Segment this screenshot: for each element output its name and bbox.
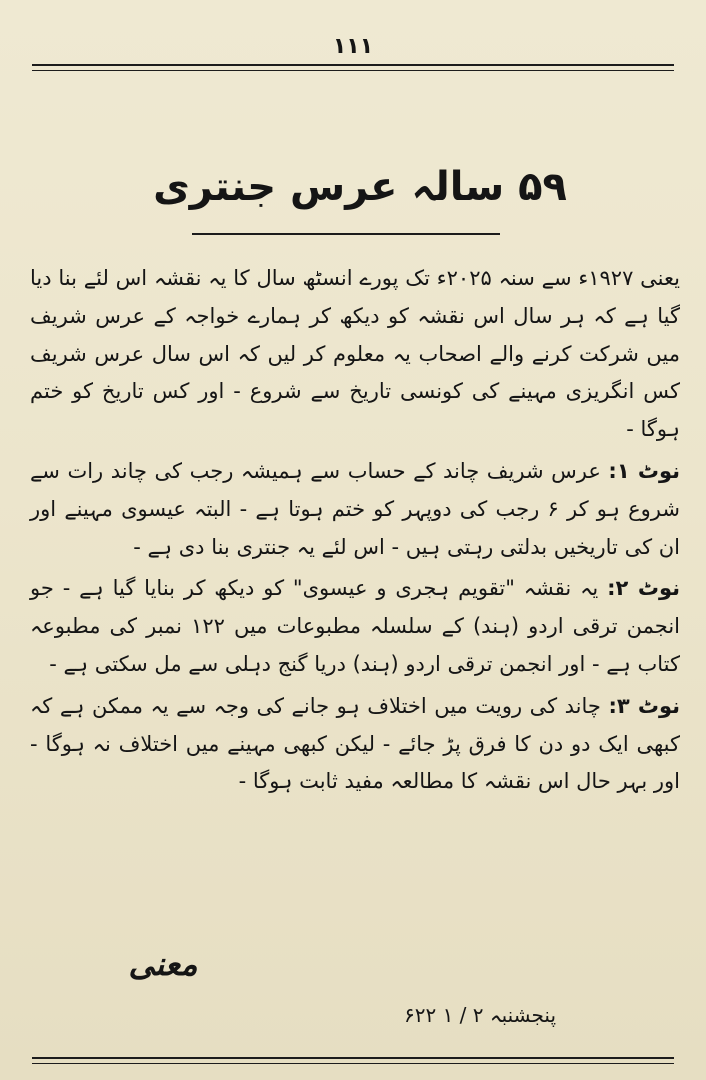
header-rule — [32, 64, 674, 66]
body-text — [30, 260, 680, 805]
footer-rule — [32, 1057, 674, 1059]
header-rule-inner — [32, 70, 674, 71]
note-2-text: یہ نقشہ "تقویم ہجری و عیسوی" کو دیکھ کر بنایا گیا ہے - جو انجمن ترقی اردو (ہند) کے سلسلہ مطبوعات میں ۱۲۲ نمبر کی مطبوعہ کتاب ہے - اور انجمن ترقی اردو (ہند) دریا گنج دہلی سے مل سکتی ہے - — [30, 576, 680, 676]
note-3 — [30, 688, 680, 801]
signature: معنی — [128, 945, 198, 983]
note-2 — [30, 570, 680, 683]
page-title: ۵۹ سالہ عرس جنتری — [153, 164, 567, 210]
note-3-label: نوٹ ۳: — [608, 693, 681, 718]
note-2-label: نوٹ ۲: — [607, 576, 680, 601]
note-1-label: نوٹ ۱: — [608, 458, 680, 483]
note-1-text: عرس شریف چاند کے حساب سے ہمیشہ رجب کی چاند رات سے شروع ہو کر ۶ رجب کی دوپہر کو ختم ہوتا ہے - البتہ عیسوی مہینے اور ان کی تاریخیں بدلتی رہتی ہیں - اس لئے یہ جنتری بنا دی ہے - — [30, 458, 680, 559]
footer-rule-inner — [32, 1063, 674, 1064]
intro-paragraph: یعنی ۱۹۲۷ء سے سنہ ۲۰۲۵ء تک پورے انسٹھ سال کا یہ نقشہ اس لئے بنا دیا گیا ہے کہ ہر سال اس نقشہ کو دیکھ کر ہمارے خواجہ کے عرس شریف میں شرکت کرنے والے اصحاب یہ معلوم کر لیں کہ اس سال عرس شریف کس انگریزی مہینے کی کونسی تاریخ سے شروع - اور کس تاریخ کو ختم ہوگا - — [30, 266, 680, 442]
title-underline — [192, 233, 500, 235]
note-1 — [30, 453, 680, 566]
date-line: پنجشنبہ ۲ / ۱ ۶۲۲ — [403, 1003, 557, 1027]
page-number: ۱۱۱ — [332, 34, 374, 59]
note-3-text: چاند کی رویت میں اختلاف ہو جانے کی وجہ سے یہ ممکن ہے کہ کبھی ایک دو دن کا فرق پڑ جائے - لیکن کبھی مہینے میں اختلاف نہ ہوگا - اور بہر حال اس نقشہ کا مطالعہ مفید ثابت ہوگا - — [30, 693, 680, 794]
